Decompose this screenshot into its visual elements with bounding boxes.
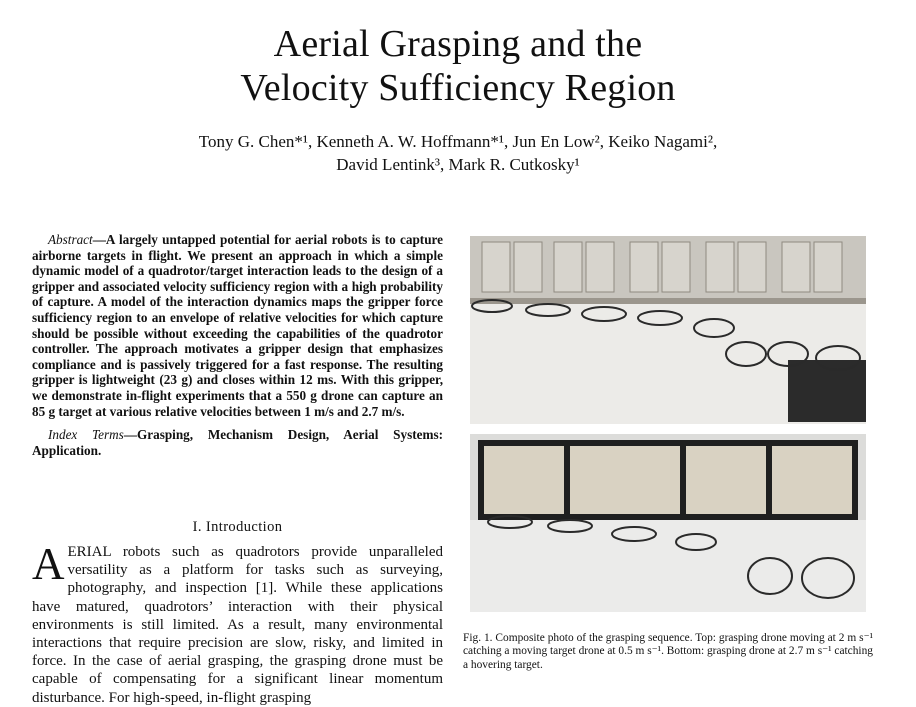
section-heading-introduction: I. Introduction — [192, 519, 283, 535]
panel-separator — [470, 424, 866, 434]
bottom-panel-window-panes — [484, 446, 852, 514]
top-panel-counter — [470, 298, 866, 304]
introduction-text: ERIAL robots such as quadrotors provide unparalleled versatility as a platform for tasks such as surveying, photography, and inspection [1]. While these applications have matured, quadrotors’ interaction with their physical environments is still limited. As a result, many environmental interactions that require precision are slow, risky, and limited in force. In the case of aerial grasping, the grasping drone must be capable of compensating for a significant linear momentum disturbance. For high-speed, in-flight grasping — [32, 544, 443, 706]
paper-title — [0, 22, 916, 110]
introduction-paragraph — [32, 539, 443, 707]
title-line-2: Velocity Sufficiency Region — [240, 67, 676, 109]
abstract-label: Abstract — [48, 232, 93, 247]
authors-line-1: Tony G. Chen*¹, Kenneth A. W. Hoffmann*¹, Jun En Low², Keiko Nagami², — [198, 132, 718, 151]
drop-cap: A — [32, 539, 65, 589]
abstract-text: —A largely untapped potential for aerial robots is to capture airborne targets in flight. We present an approach in which a simple dynamic model of a quadrotor/target interaction leads to the design of a gripper and associated velocity sufficiency region with a high probability of capture. A model of the interaction dynamics maps the gripper force sufficiency region to an envelope of relative velocities for which capture should be possible without exceeding the capabilities of the quadrotor controller. The approach motivates a gripper design that emphasizes compliance and is passively triggered for a fast response. The resulting gripper is lightweight (23 g) and closes within 12 ms. With this gripper, we demonstrate in-flight experiments that a 550 g drone can capture an 85 g target at various relative velocities between 1 m/s and 2.7 m/s. — [32, 232, 443, 419]
figure-caption: Fig. 1. Composite photo of the grasping sequence. Top: grasping drone moving at 2 m s⁻¹ catching a moving target drone at 0.5 m s⁻¹. Bottom: grasping drone at 2.7 m s⁻¹ catching a hovering target. — [463, 632, 873, 671]
title-line-1: Aerial Grasping and the — [273, 23, 643, 65]
figure-1-composite-photo — [470, 236, 866, 612]
figure-1-image — [470, 236, 866, 612]
index-terms-label: Index Terms — [48, 427, 124, 443]
top-panel-cabinet-doors — [482, 242, 842, 292]
index-terms — [32, 427, 443, 458]
author-list — [0, 130, 916, 176]
abstract-paragraph — [32, 232, 443, 419]
abstract — [32, 232, 443, 458]
index-terms-text: —Grasping, Mechanism Design, Aerial Systems: Application. — [32, 427, 443, 458]
authors-line-2: David Lentink³, Mark R. Cutkosky¹ — [336, 155, 580, 174]
